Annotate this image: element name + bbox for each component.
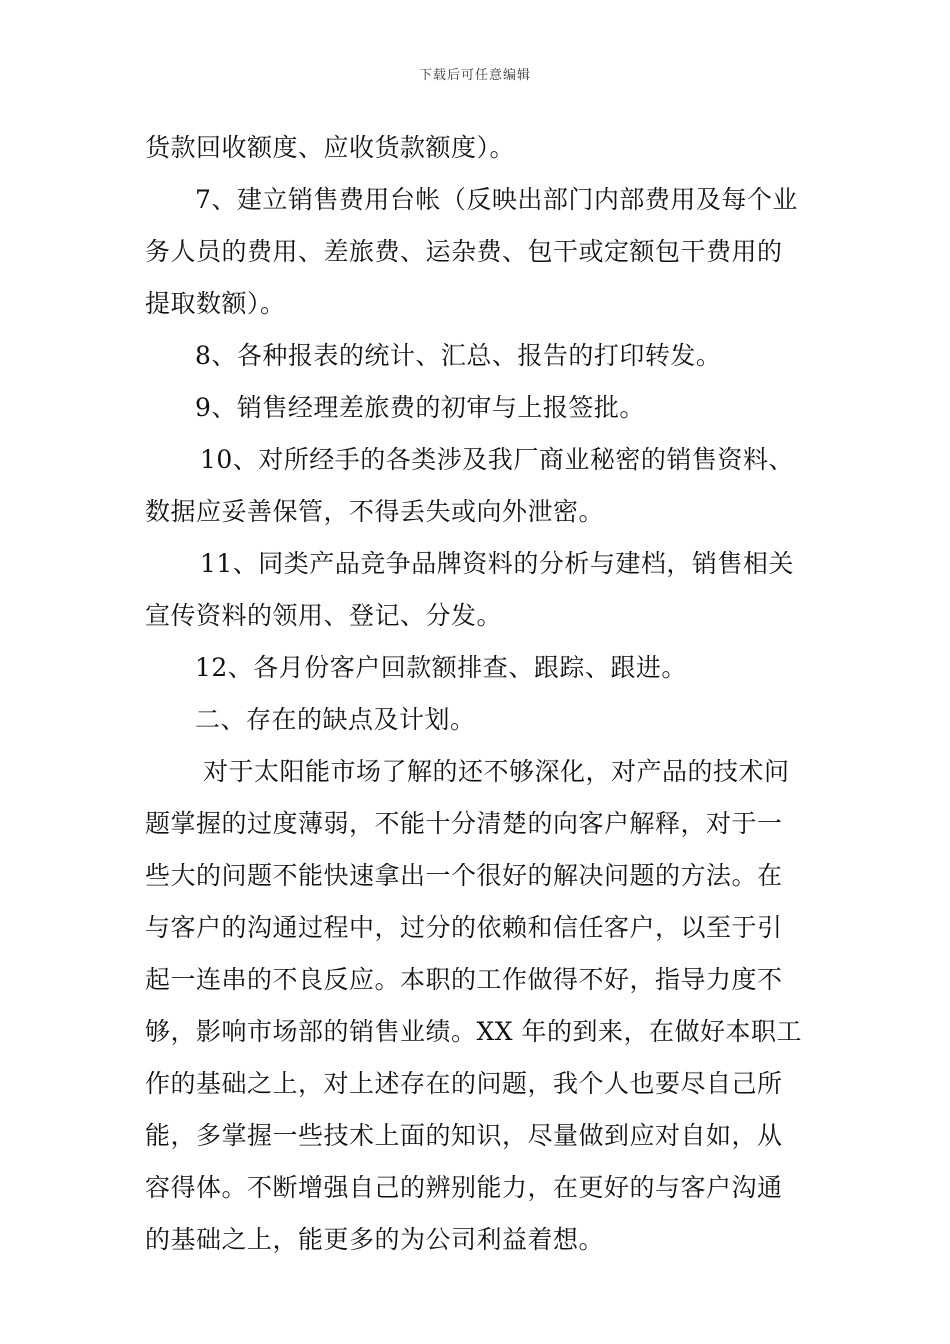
document-body — [145, 122, 810, 1266]
text-line: 货款回收额度、应收货款额度）。 — [145, 133, 516, 162]
text-line: 题掌握的过度薄弱，不能十分清楚的向客户解释，对于一 — [145, 809, 783, 838]
paragraph-start: 对于太阳能市场了解的还不够深化，对产品的技术问 — [203, 757, 790, 786]
list-item-9: 9、销售经理差旅费的初审与上报签批。 — [195, 393, 645, 422]
list-item-7: 7、建立销售费用台帐（反映出部门内部费用及每个业 — [195, 185, 798, 214]
text-line: 数据应妥善保管，不得丢失或向外泄密。 — [145, 497, 605, 526]
text-line: 容得体。不断增强自己的辨别能力，在更好的与客户沟通 — [145, 1173, 783, 1202]
list-item-10: 10、对所经手的各类涉及我厂商业秘密的销售资料、 — [200, 445, 794, 474]
text-line: 起一连串的不良反应。本职的工作做得不好，指导力度不 — [145, 965, 783, 994]
section-heading: 二、存在的缺点及计划。 — [195, 705, 476, 734]
text-line: 够，影响市场部的销售业绩。XX 年的到来，在做好本职工 — [145, 1017, 803, 1046]
text-line: 作的基础之上，对上述存在的问题，我个人也要尽自己所 — [145, 1069, 783, 1098]
list-item-11: 11、同类产品竞争品牌资料的分析与建档，销售相关 — [200, 549, 794, 578]
text-line: 提取数额）。 — [145, 289, 286, 318]
text-line: 的基础之上，能更多的为公司利益着想。 — [145, 1225, 605, 1254]
text-line: 与客户的沟通过程中，过分的依赖和信任客户，以至于引 — [145, 913, 783, 942]
text-line: 宣传资料的领用、登记、分发。 — [145, 601, 503, 630]
list-item-12: 12、各月份客户回款额排查、跟踪、跟进。 — [195, 653, 687, 682]
text-line: 务人员的费用、差旅费、运杂费、包干或定额包干费用的 — [145, 237, 783, 266]
list-item-8: 8、各种报表的统计、汇总、报告的打印转发。 — [195, 341, 722, 370]
page-header: 下载后可任意编辑 — [418, 68, 531, 83]
text-line: 能，多掌握一些技术上面的知识，尽量做到应对自如，从 — [145, 1121, 783, 1150]
text-line: 些大的问题不能快速拿出一个很好的解决问题的方法。在 — [145, 861, 783, 890]
